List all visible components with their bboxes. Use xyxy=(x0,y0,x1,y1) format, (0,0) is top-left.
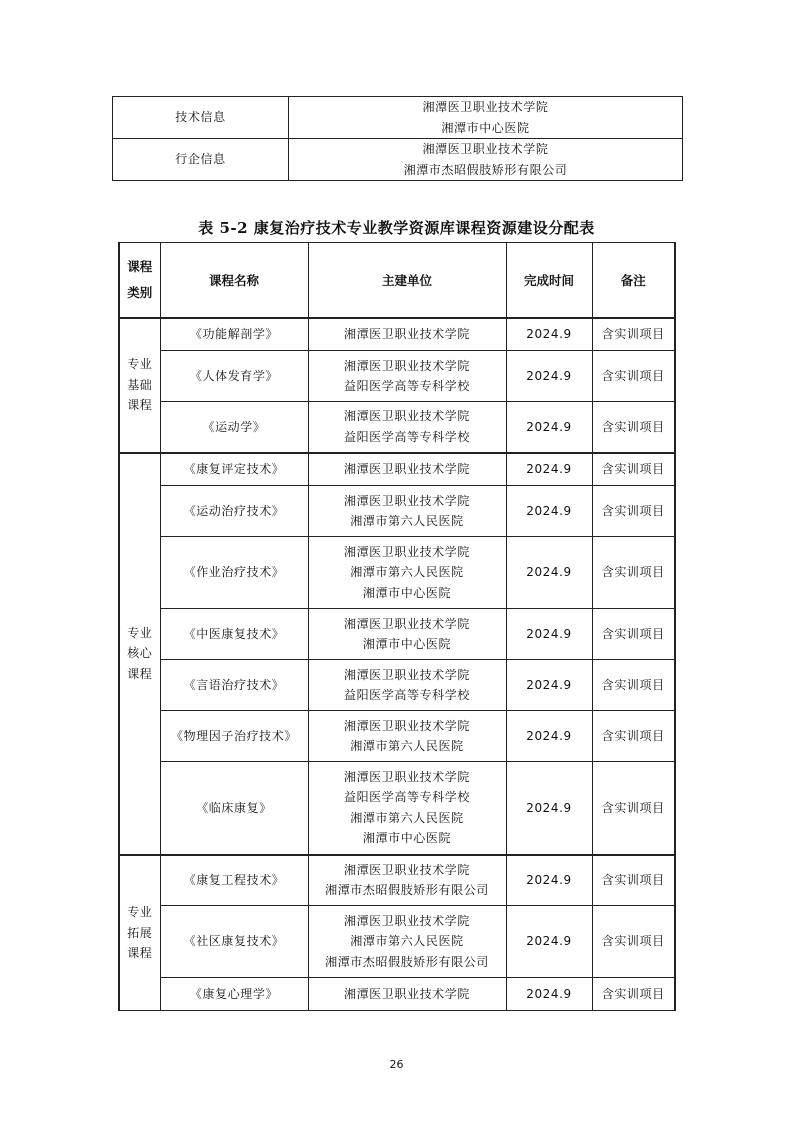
course-name: 《临床康复》 xyxy=(160,762,308,855)
category-cell xyxy=(119,318,160,453)
table-row xyxy=(119,453,675,486)
category-cell xyxy=(119,453,160,855)
unit-name: 湘潭医卫职业技术学院 xyxy=(343,462,470,476)
table-row xyxy=(119,486,675,537)
info-row xyxy=(113,139,683,181)
table-row xyxy=(119,711,675,762)
table-row xyxy=(119,978,675,1011)
category-line: 基础 xyxy=(127,377,153,392)
course-note: 含实训项目 xyxy=(592,855,675,906)
course-units xyxy=(308,351,506,402)
info-table-body xyxy=(113,97,683,181)
unit-name: 湘潭市第六人民医院 xyxy=(350,514,464,528)
table-row xyxy=(119,762,675,855)
info-unit: 湘潭医卫职业技术学院 xyxy=(422,100,549,114)
course-note: 含实训项目 xyxy=(592,978,675,1011)
completion-time: 2024.9 xyxy=(506,318,592,351)
header-course-name: 课程名称 xyxy=(160,243,308,318)
course-units xyxy=(308,486,506,537)
unit-name: 湘潭医卫职业技术学院 xyxy=(343,718,470,733)
table-row xyxy=(119,660,675,711)
completion-time: 2024.9 xyxy=(506,855,592,906)
course-name: 《言语治疗技术》 xyxy=(160,660,308,711)
course-units xyxy=(308,660,506,711)
completion-time: 2024.9 xyxy=(506,609,592,660)
unit-name: 湘潭医卫职业技术学院 xyxy=(343,862,470,877)
unit-name: 益阳医学高等专科学校 xyxy=(343,429,470,444)
category-line: 专业 xyxy=(127,625,153,640)
completion-time: 2024.9 xyxy=(506,762,592,855)
unit-name: 湘潭医卫职业技术学院 xyxy=(343,986,470,1001)
completion-time: 2024.9 xyxy=(506,351,592,402)
course-note: 含实训项目 xyxy=(592,318,675,351)
category-line: 专业 xyxy=(127,905,153,919)
info-unit: 湘潭市杰昭假肢矫形有限公司 xyxy=(403,162,568,177)
course-name: 《运动学》 xyxy=(160,402,308,453)
course-name: 《功能解剖学》 xyxy=(160,318,308,351)
header-time: 完成时间 xyxy=(506,243,592,318)
unit-name: 湘潭市第六人民医院 xyxy=(350,934,464,949)
unit-name: 湘潭医卫职业技术学院 xyxy=(343,913,470,928)
course-units xyxy=(308,978,506,1011)
info-units xyxy=(289,139,683,181)
unit-name: 益阳医学高等专科学校 xyxy=(343,379,470,393)
table-row xyxy=(119,351,675,402)
completion-time: 2024.9 xyxy=(506,660,592,711)
course-name: 《康复评定技术》 xyxy=(160,453,308,486)
info-label: 行企信息 xyxy=(113,139,289,181)
category-line: 专业 xyxy=(127,357,153,372)
course-units xyxy=(308,609,506,660)
info-label: 技术信息 xyxy=(113,97,289,139)
category-line: 课程 xyxy=(127,398,153,413)
unit-name: 益阳医学高等专科学校 xyxy=(343,790,470,805)
table-row xyxy=(119,402,675,453)
completion-time: 2024.9 xyxy=(506,486,592,537)
unit-name: 湘潭市中心医院 xyxy=(362,637,452,651)
course-units xyxy=(308,402,506,453)
header-unit: 主建单位 xyxy=(308,243,506,318)
table-row xyxy=(119,855,675,906)
course-name: 《中医康复技术》 xyxy=(160,609,308,660)
unit-name: 湘潭医卫职业技术学院 xyxy=(343,358,470,373)
category-line: 课程 xyxy=(127,946,153,960)
category-cell xyxy=(119,855,160,1011)
course-units xyxy=(308,453,506,486)
course-note: 含实训项目 xyxy=(592,402,675,453)
completion-time: 2024.9 xyxy=(506,906,592,978)
unit-name: 湘潭医卫职业技术学院 xyxy=(343,327,470,341)
completion-time: 2024.9 xyxy=(506,453,592,486)
course-note: 含实训项目 xyxy=(592,351,675,402)
table-header xyxy=(119,243,675,318)
completion-time: 2024.9 xyxy=(506,537,592,609)
course-units xyxy=(308,318,506,351)
course-name: 《作业治疗技术》 xyxy=(160,537,308,609)
header-category xyxy=(119,243,160,318)
table-caption: 表 5-2 康复治疗技术专业教学资源库课程资源建设分配表 xyxy=(198,219,595,237)
course-resource-table xyxy=(118,242,676,1011)
completion-time: 2024.9 xyxy=(506,978,592,1011)
course-units xyxy=(308,537,506,609)
table-body xyxy=(119,318,675,1011)
course-name: 《社区康复技术》 xyxy=(160,906,308,978)
table-row xyxy=(119,609,675,660)
unit-name: 湘潭市中心医院 xyxy=(362,585,452,600)
course-note: 含实训项目 xyxy=(592,537,675,609)
unit-name: 湘潭市第六人民医院 xyxy=(350,565,464,580)
table-row xyxy=(119,906,675,978)
unit-name: 湘潭医卫职业技术学院 xyxy=(343,544,470,559)
course-units xyxy=(308,762,506,855)
category-line: 拓展 xyxy=(127,925,153,940)
table-row xyxy=(119,318,675,351)
course-note: 含实训项目 xyxy=(592,762,675,855)
course-note: 含实训项目 xyxy=(592,906,675,978)
course-note: 含实训项目 xyxy=(592,486,675,537)
course-note: 含实训项目 xyxy=(592,711,675,762)
info-table xyxy=(112,96,683,181)
info-units xyxy=(289,97,683,139)
unit-name: 湘潭市第六人民医院 xyxy=(350,810,464,825)
course-note: 含实训项目 xyxy=(592,453,675,486)
completion-time: 2024.9 xyxy=(506,402,592,453)
category-line: 核心 xyxy=(127,646,153,661)
course-name: 《康复心理学》 xyxy=(160,978,308,1011)
unit-name: 湘潭市杰昭假肢矫形有限公司 xyxy=(325,883,489,898)
unit-name: 湘潭医卫职业技术学院 xyxy=(343,616,470,631)
info-unit: 湘潭医卫职业技术学院 xyxy=(422,142,549,156)
category-line: 课程 xyxy=(127,666,153,681)
unit-name: 湘潭市第六人民医院 xyxy=(350,739,464,753)
unit-name: 湘潭医卫职业技术学院 xyxy=(343,409,470,424)
unit-name: 湘潭市杰昭假肢矫形有限公司 xyxy=(325,954,489,969)
header-category-line1: 课程 xyxy=(127,258,153,274)
table-row xyxy=(119,537,675,609)
course-units xyxy=(308,711,506,762)
course-units xyxy=(308,906,506,978)
info-unit: 湘潭市中心医院 xyxy=(441,120,530,135)
unit-name: 湘潭医卫职业技术学院 xyxy=(343,769,470,784)
header-note: 备注 xyxy=(592,243,675,318)
course-note: 含实训项目 xyxy=(592,660,675,711)
course-name: 《物理因子治疗技术》 xyxy=(160,711,308,762)
info-row xyxy=(113,97,683,139)
header-category-line2: 类别 xyxy=(127,284,153,300)
completion-time: 2024.9 xyxy=(506,711,592,762)
course-name: 《运动治疗技术》 xyxy=(160,486,308,537)
unit-name: 湘潭医卫职业技术学院 xyxy=(343,493,470,508)
unit-name: 湘潭医卫职业技术学院 xyxy=(343,667,470,682)
course-note: 含实训项目 xyxy=(592,609,675,660)
course-name: 《康复工程技术》 xyxy=(160,855,308,906)
course-units xyxy=(308,855,506,906)
unit-name: 益阳医学高等专科学校 xyxy=(343,688,470,702)
course-name: 《人体发育学》 xyxy=(160,351,308,402)
unit-name: 湘潭市中心医院 xyxy=(362,831,452,846)
page-number: 26 xyxy=(389,1058,404,1071)
